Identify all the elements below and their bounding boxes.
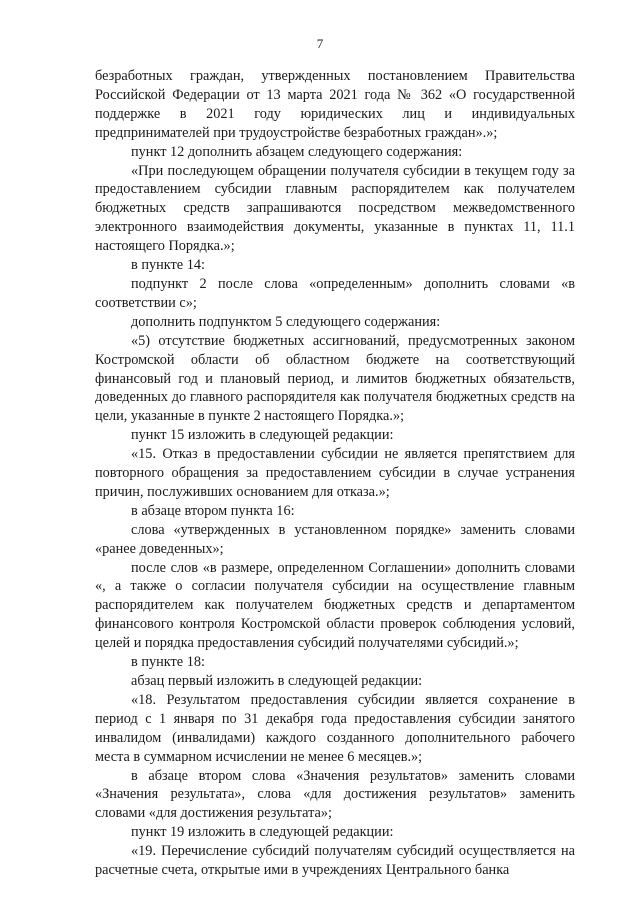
paragraph: пункт 19 изложить в следующей редакции:: [131, 824, 394, 841]
paragraph: в пункте 18:: [131, 654, 205, 671]
paragraph: в абзаце втором пункта 16:: [131, 502, 295, 519]
paragraph: в пункте 14:: [131, 257, 205, 274]
paragraph: «19. Перечисление субсидий получателям субсидий осуществляется на расчетные счета, открытые ими в учреждениях Центрального банка: [95, 843, 575, 879]
paragraph: слова «утвержденных в установленном порядке» заменить словами «ранее доведенных»;: [95, 521, 575, 557]
paragraph: «При последующем обращении получателя субсидии в текущем году за предоставлением субсидии главным распорядителем как получателем бюджетных средств запрашиваются посредством межведомственного электронного взаимодействия документы, указанные в пунктах 11, 11.1 настоящего Порядка.»;: [95, 162, 575, 255]
paragraph: в абзаце втором слова «Значения результатов» заменить словами «Значения результата», слова «для достижения результатов» заменить словами «для достижения результата»;: [95, 767, 575, 822]
page-number: 7: [316, 36, 324, 51]
paragraph: безработных граждан, утвержденных постановлением Правительства Российской Федерации от 13 марта 2021 года № 362 «О государственной поддержке в 2021 году юридических лиц и индивидуальных предпринимателей при трудоустройстве безработных граждан».»;: [95, 68, 575, 141]
paragraph: после слов «в размере, определенном Соглашении» дополнить словами «, а также о согласии получателя субсидии на осуществление главным распорядителем как получателем бюджетных средств и департаментом финансового контроля Костромской области проверок соблюдения условий, целей и порядка предоставления субсидий получателями субсидий.»;: [95, 559, 575, 652]
paragraph: «18. Результатом предоставления субсидии является сохранение в период с 1 января по 31 декабря года предоставления субсидии занятого инвалидом (инвалидами) каждого созданного дополнительного рабочего места в суммарном исчислении не менее 6 месяцев.»;: [95, 691, 575, 765]
paragraph: «5) отсутствие бюджетных ассигнований, предусмотренных законом Костромской области об областном бюджете на соответствующий финансовый год и плановый период, и лимитов бюджетных обязательств, доведенных до главного распорядителя как получателя бюджетных средств на цели, указанные в пункте 2 настоящего Порядка.»;: [95, 332, 575, 425]
paragraph: пункт 12 дополнить абзацем следующего содержания:: [131, 143, 463, 160]
paragraph: дополнить подпунктом 5 следующего содержания:: [131, 313, 441, 330]
paragraph: «15. Отказ в предоставлении субсидии не является препятствием для повторного обращения за предоставлением субсидии в случае устранения причин, послуживших основанием для отказа.»;: [95, 446, 575, 500]
paragraph: абзац первый изложить в следующей редакции:: [131, 673, 423, 689]
document-body: [95, 67, 575, 880]
paragraph: пункт 15 изложить в следующей редакции:: [131, 427, 394, 444]
paragraph: подпункт 2 после слова «определенным» дополнить словами «в соответствии с»;: [95, 275, 575, 311]
